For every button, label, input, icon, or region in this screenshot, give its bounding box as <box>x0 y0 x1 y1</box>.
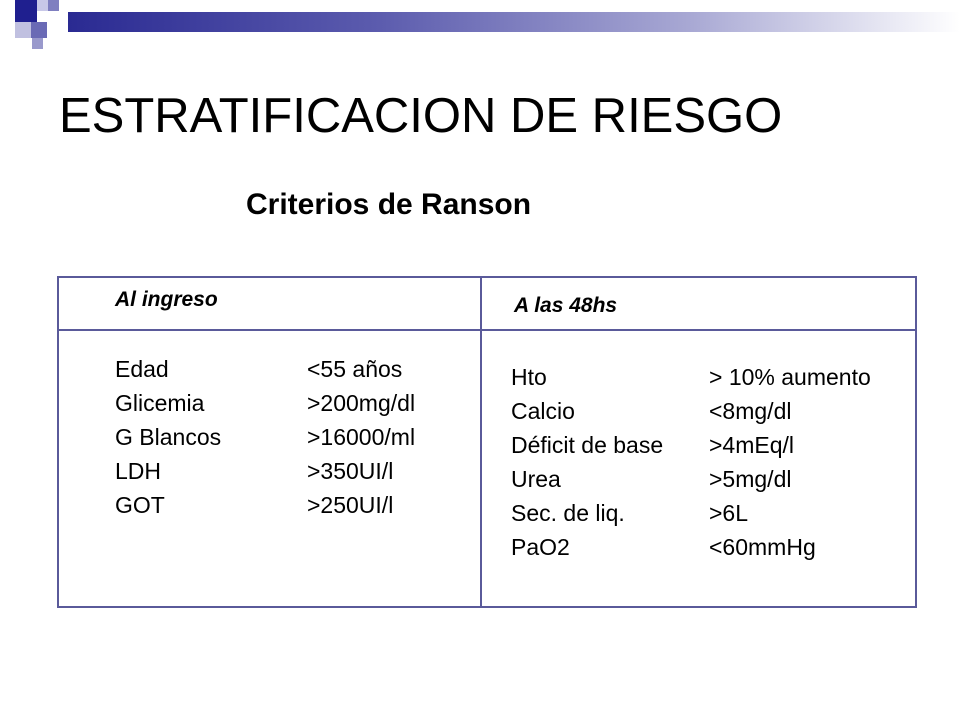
decor-square <box>37 0 48 11</box>
criterion-value: >350UI/l <box>307 458 394 484</box>
criterion-value: <8mg/dl <box>709 398 792 424</box>
table-row <box>511 530 871 564</box>
table-row <box>115 420 415 454</box>
criterion-value: >5mg/dl <box>709 466 792 492</box>
table-row <box>511 462 871 496</box>
slide-subtitle: Criterios de Ranson <box>246 188 532 221</box>
criterion-value: > 10% aumento <box>709 364 871 390</box>
criterion-name: Calcio <box>511 398 575 424</box>
criterion-value: >250UI/l <box>307 492 394 518</box>
decor-square <box>32 38 43 49</box>
criteria-table <box>57 276 917 608</box>
table-row <box>115 454 415 488</box>
table-row <box>115 488 415 522</box>
slide-title: ESTRATIFICACION DE RIESGO <box>59 89 783 143</box>
criterion-value: <55 años <box>307 356 403 382</box>
criterion-name: Urea <box>511 466 561 492</box>
decor-square <box>15 22 31 38</box>
admission-criteria-list <box>115 352 415 522</box>
table-row <box>115 386 415 420</box>
table-divider-horizontal <box>59 329 915 331</box>
criterion-name: Edad <box>115 356 169 382</box>
criterion-name: PaO2 <box>511 534 570 560</box>
criterion-name: Déficit de base <box>511 432 664 458</box>
48h-criteria-list <box>511 360 871 564</box>
criterion-name: LDH <box>115 458 162 484</box>
criterion-value: >200mg/dl <box>307 390 416 416</box>
table-divider-vertical <box>480 278 482 606</box>
decor-square <box>15 0 37 22</box>
table-row <box>115 352 415 386</box>
decor-square <box>31 22 47 38</box>
criterion-value: >16000/ml <box>307 424 416 450</box>
criterion-value: <60mmHg <box>709 534 816 560</box>
header-gradient-bar <box>68 12 960 32</box>
decor-square <box>48 0 59 11</box>
column-header-48h: A las 48hs <box>514 294 618 317</box>
column-header-admission: Al ingreso <box>115 288 218 311</box>
criterion-name: Sec. de liq. <box>511 500 625 526</box>
criterion-name: G Blancos <box>115 424 222 450</box>
table-row <box>511 428 871 462</box>
criterion-value: >4mEq/l <box>709 432 795 458</box>
table-row <box>511 496 871 530</box>
criterion-name: GOT <box>115 492 165 518</box>
criterion-value: >6L <box>709 500 749 526</box>
criterion-name: Glicemia <box>115 390 205 416</box>
table-row <box>511 360 871 394</box>
table-row <box>511 394 871 428</box>
criterion-name: Hto <box>511 364 547 390</box>
